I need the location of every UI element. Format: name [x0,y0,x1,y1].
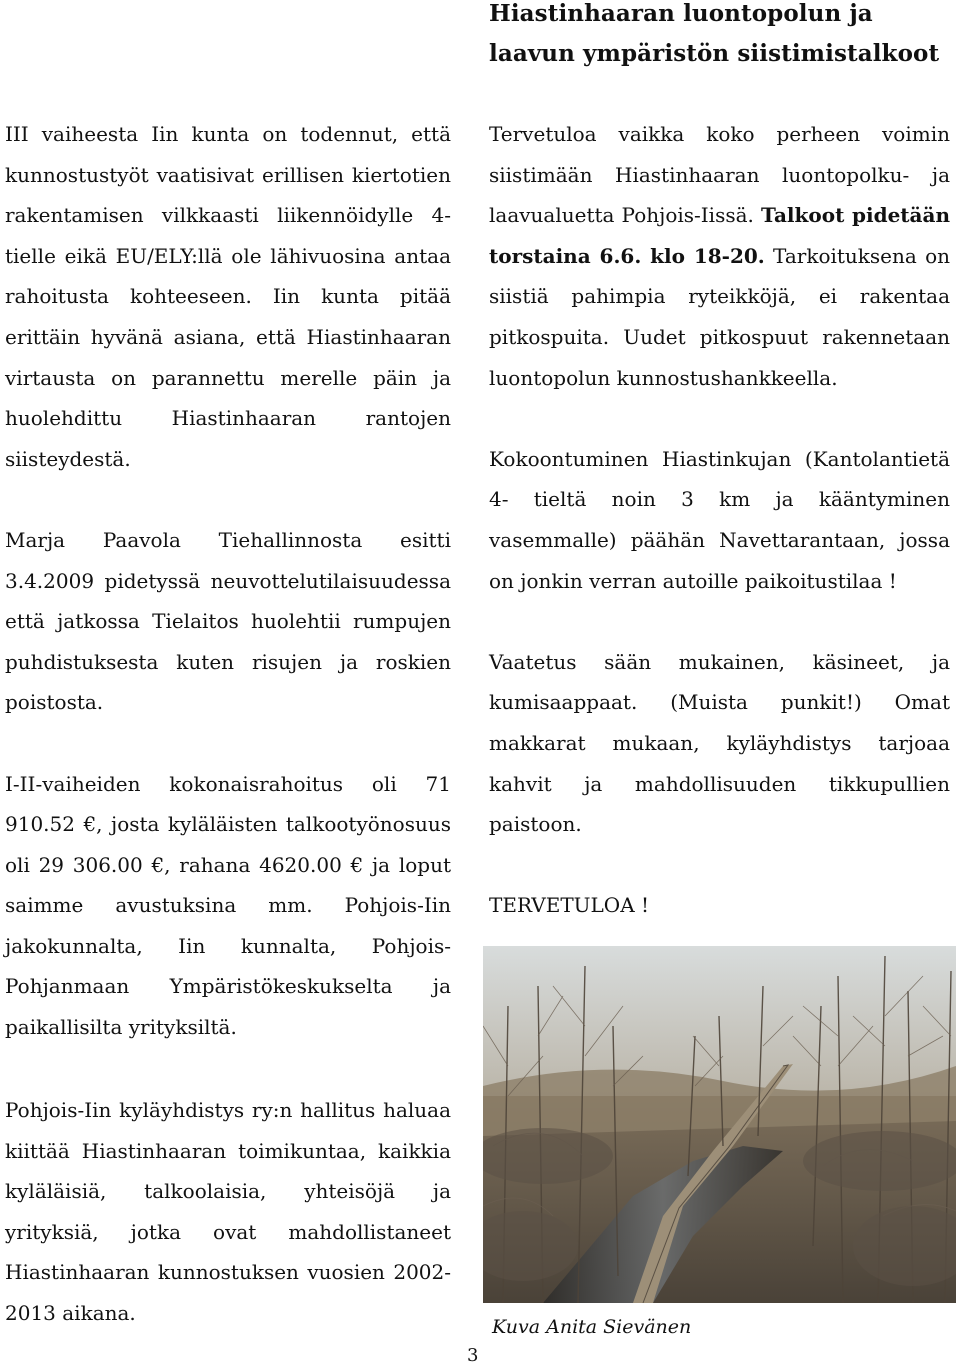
paragraph-welcome: TERVETULOA ! [489,893,650,918]
paragraph-invitation [489,114,950,398]
title-line-1: Hiastinhaaran luontopolun ja [489,0,873,27]
boardwalk-photo [483,946,956,1303]
invitation-intro: Tervetuloa vaikka koko perheen voimin siistimään Hiastinhaaran luontopolku- ja laavualuetta Pohjois-Iissä. [489,122,950,228]
paragraph-clothing: Vaatetus sään mukainen, käsineet, ja kumisaappaat. (Muista punkit!) Omat makkarat mukaan, kyläyhdistys tarjoaa kahvit ja mahdollisuuden tikkupullien paistoon. [489,649,950,837]
invitation-purpose: Tarkoituksena on siistiä pahimpia ryteikköjä, ei rakentaa pitkospuita. Uudet pitkospuut rakennetaan luontopolun kunnostushankkeella. [489,243,951,390]
boardwalk-photo-illustration [483,946,956,1303]
title-line-2: laavun ympäristön siistimistalkoot [489,40,940,67]
page-number: 3 [467,1345,479,1366]
paragraph-thanks: Pohjois-Iin kyläyhdistys ry:n hallitus haluaa kiittää Hiastinhaaran toimikuntaa, kaikkia kyläläisiä, talkoolaisia, yhteisöjä ja yrityksiä, jotka ovat mahdollistaneet Hiastinhaaran kunnostuksen vuosien 2002-2013 aikana. [5,1098,451,1325]
paragraph-tiehallinto: Marja Paavola Tiehallinnosta esitti 3.4.2009 pidetyssä neuvottelutilaisuudessa että jatkossa Tielaitos huolehtii rumpujen puhdistuksesta kuten risujen ja roskien poistosta. [5,527,451,715]
paragraph-meeting-point: Kokoontuminen Hiastinkujan (Kantolantietä 4- tieltä noin 3 km ja kääntyminen vasemmalle) päähän Navettarantaan, jossa on jonkin verran autoille paikoitustilaa ! [489,446,950,593]
paragraph-funding: I-II-vaiheiden kokonaisrahoitus oli 71 910.52 €, josta kyläläisten talkootyönosuus oli 29 306.00 €, rahana 4620.00 € ja loput saimme avustuksina mm. Pohjois-Iin jakokunnalta, Iin kunnalta, Pohjois-Pohjanmaan Ympäristökeskukselta ja paikallisilta yrityksiltä. [5,771,451,1040]
right-column [489,114,950,926]
invitation-date-time: Talkoot pidetään torstaina 6.6. klo 18-20. [489,203,950,268]
photo-caption: Kuva Anita Sievänen [492,1316,692,1338]
left-column [5,114,451,1048]
paragraph-phase-three: III vaiheesta Iin kunta on todennut, että kunnostustyöt vaatisivat erillisen kiertotien rakentamisen vilkkaasti liikennöidylle 4-tielle eikä EU/ELY:llä ole lähivuosina antaa rahoitusta kohteeseen. Iin kunta pitää erittäin hyvänä asiana, että Hiastinhaaran virtausta on parannettu merelle päin ja huolehdittu Hiastinhaaran rantojen siisteydestä. [5,122,451,471]
article-title [489,0,959,74]
bottom-left-column [5,1090,451,1334]
